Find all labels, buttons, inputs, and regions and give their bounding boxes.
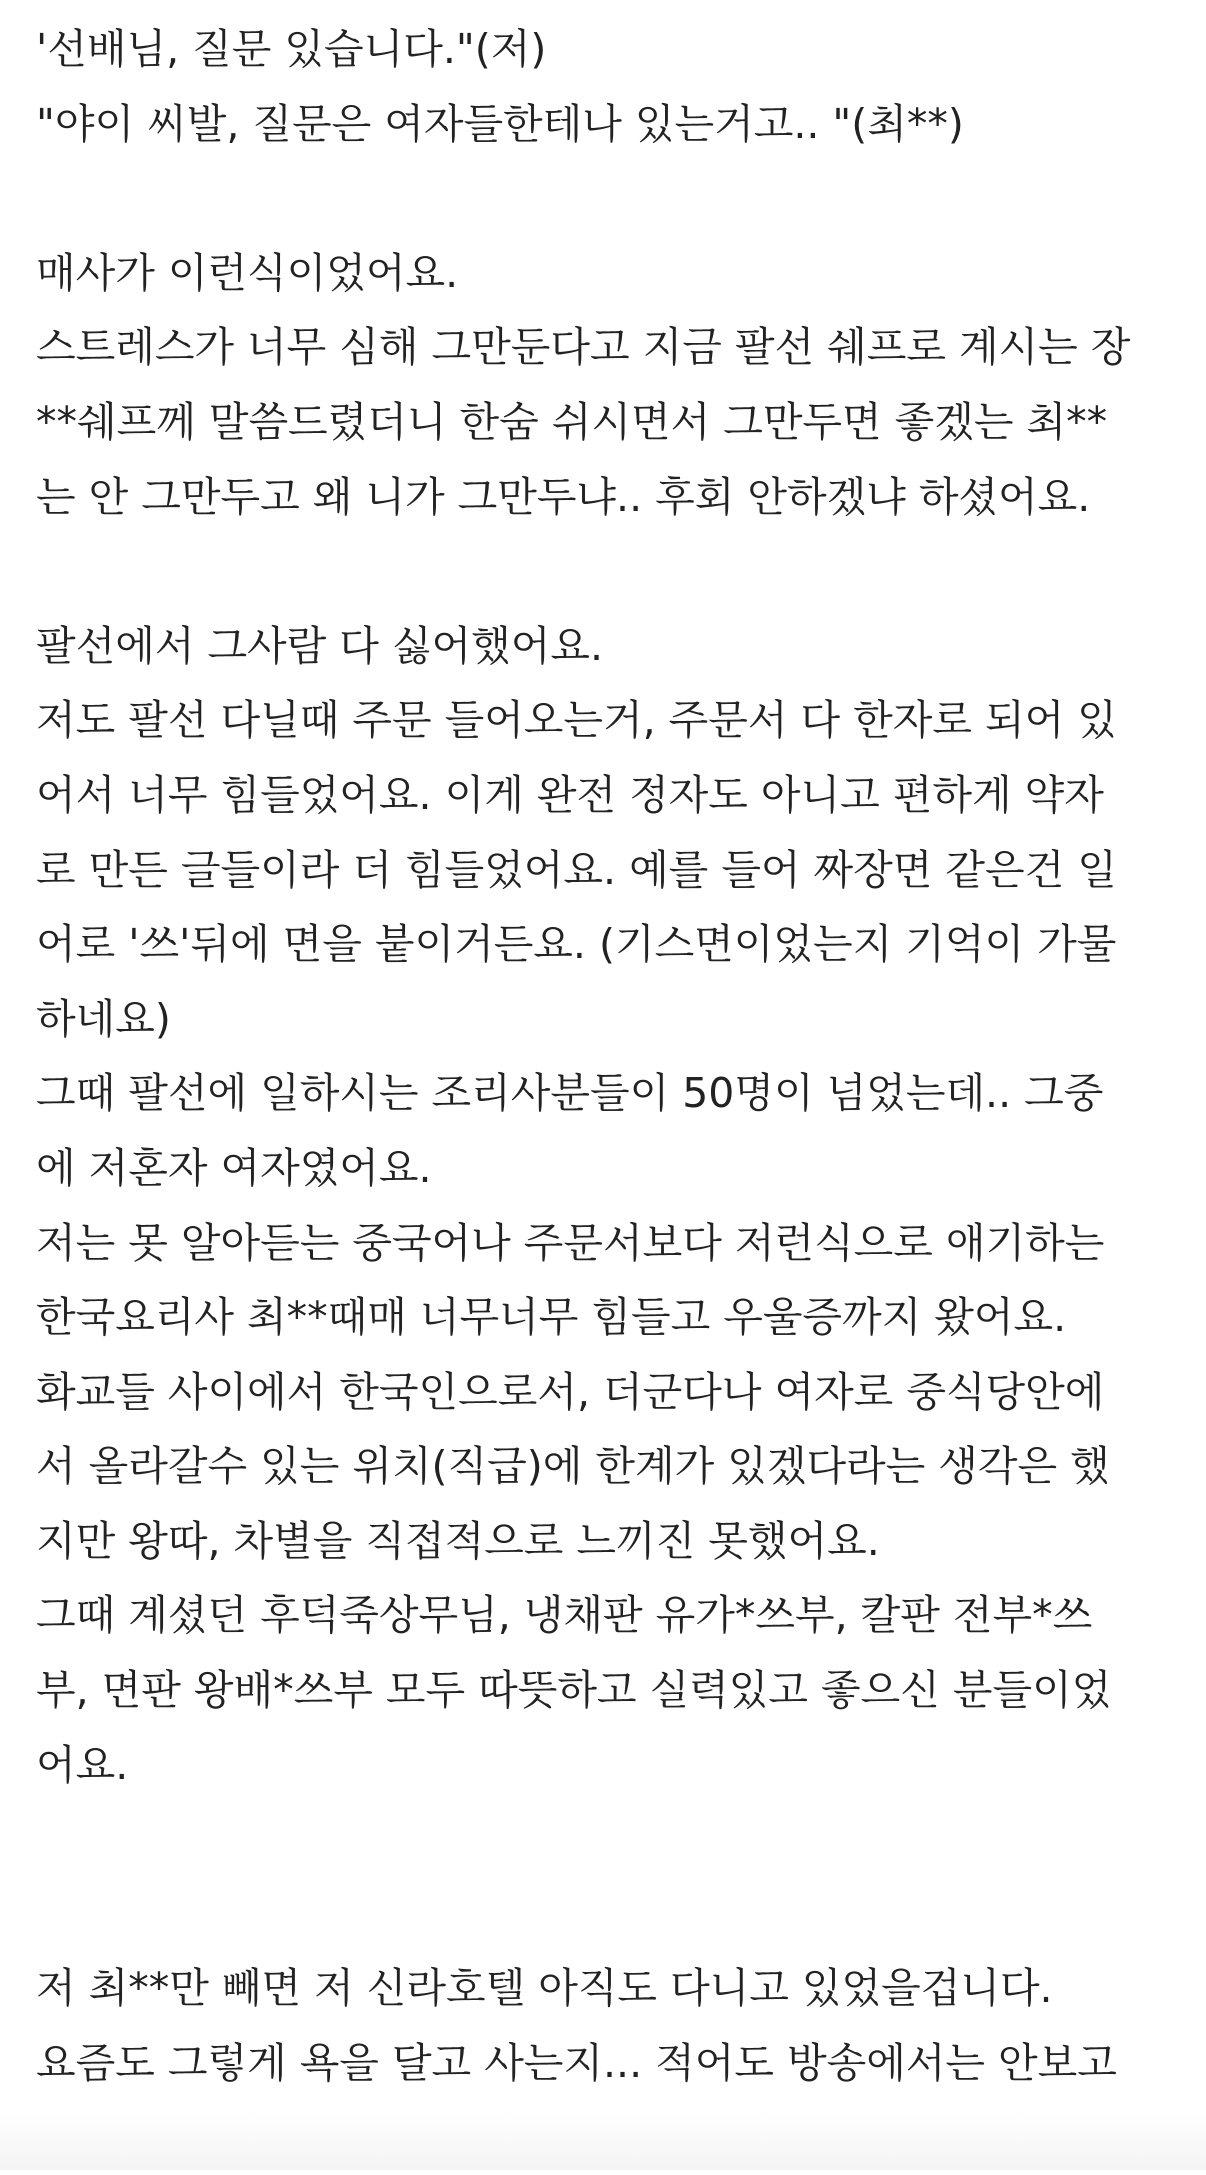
text-line: 저도 팔선 다닐때 주문 들어오는거, 주문서 다 한자로 되어 있 xyxy=(36,696,1117,745)
text-line: '선배님, 질문 있습니다."(저) xyxy=(36,25,547,73)
text-line: 저 최**만 빼면 저 신라호텔 아직도 다니고 있었을겁니다. xyxy=(36,1964,1053,2013)
text-line: 한국요리사 최**때매 너무너무 힘들고 우울증까지 왔어요. xyxy=(36,1293,1067,1342)
text-line: "야이 씨발, 질문은 여자들한테나 있는거고.. "(최**) xyxy=(36,99,964,148)
text-line: **쉐프께 말씀드렸더니 한숨 쉬시면서 그만두면 좋겠는 최** xyxy=(36,397,1108,446)
paragraph-break xyxy=(36,1877,1186,1952)
text-line: 지만 왕따, 차별을 직접적으로 느끼진 못했어요. xyxy=(36,1516,880,1565)
text-line: 저는 못 알아듣는 중국어나 주문서보다 저런식으로 애기하는 xyxy=(36,1218,1105,1267)
paragraph-break xyxy=(36,161,1186,236)
paragraph-break xyxy=(36,534,1186,609)
text-line: 는 안 그만두고 왜 니가 그만두냐.. 후회 안하겠냐 하셨어요. xyxy=(36,472,1091,521)
text-line: 어요. xyxy=(36,1740,129,1789)
text-line: 로 만든 글들이라 더 힘들었어요. 예를 들어 짜장면 같은건 일 xyxy=(36,845,1117,894)
text-line: 스트레스가 너무 심해 그만둔다고 지금 팔선 쉐프로 계시는 장 xyxy=(36,323,1131,372)
text-line: 에 저혼자 여자였어요. xyxy=(36,1143,432,1192)
text-line: 하네요) xyxy=(36,994,171,1043)
text-line: 그때 팔선에 일하시는 조리사분들이 50명이 넘었는데.. 그중 xyxy=(36,1069,1104,1118)
text-line: 팔선에서 그사람 다 싫어했어요. xyxy=(36,621,604,670)
text-line xyxy=(36,1802,1186,1877)
text-line: 매사가 이런식이었어요. xyxy=(36,248,459,297)
post-body xyxy=(36,12,1186,2175)
text-line: 부, 면판 왕배*쓰부 모두 따뜻하고 실력있고 좋으신 분들이었 xyxy=(36,1666,1112,1715)
text-line: 어서 너무 힘들었어요. 이게 완전 정자도 아니고 편하게 약자 xyxy=(36,770,1104,819)
text-line: 화교들 사이에서 한국인으로서, 더군다나 여자로 중식당안에 xyxy=(36,1367,1105,1416)
bottom-fade xyxy=(0,2110,1206,2170)
text-line: 어로 '쓰'뒤에 면을 붙이거든요. (기스면이었는지 기억이 가물 xyxy=(36,920,1117,969)
text-line: 서 올라갈수 있는 위치(직급)에 한계가 있겠다라는 생각은 했 xyxy=(36,1442,1110,1491)
text-line: 그때 계셨던 후덕죽상무님, 냉채판 유가*쓰부, 칼판 전부*쓰 xyxy=(36,1591,1093,1640)
text-line: 요즘도 그렇게 욕을 달고 사는지... 적어도 방송에서는 안보고 xyxy=(36,2039,1117,2088)
